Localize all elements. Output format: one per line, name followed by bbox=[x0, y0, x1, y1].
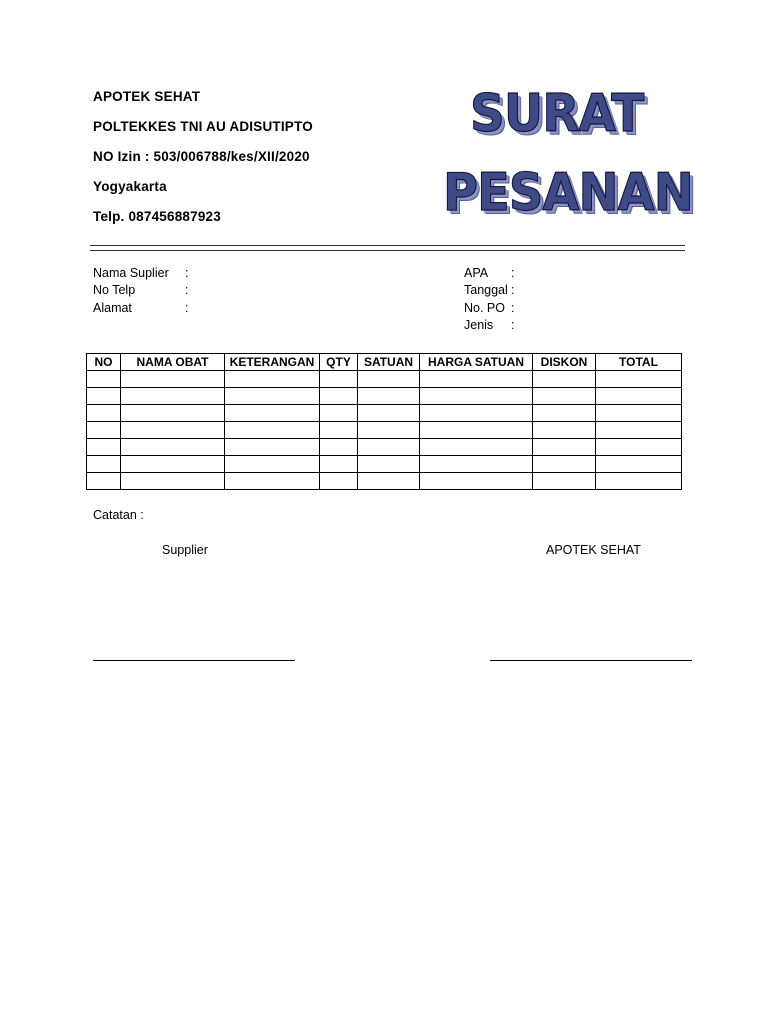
table-cell bbox=[533, 439, 596, 456]
column-header-no: NO bbox=[87, 354, 121, 371]
table-cell bbox=[358, 371, 420, 388]
table-cell bbox=[320, 456, 358, 473]
table-cell bbox=[121, 388, 225, 405]
table-row bbox=[87, 371, 682, 388]
table-cell bbox=[596, 456, 682, 473]
table-row bbox=[87, 439, 682, 456]
supplier-address-label: Alamat bbox=[93, 301, 132, 315]
po-number-label: No. PO bbox=[464, 301, 505, 315]
table-cell bbox=[87, 422, 121, 439]
table-cell bbox=[596, 439, 682, 456]
table-body bbox=[87, 371, 682, 490]
date-colon: : bbox=[511, 283, 515, 297]
document-title-surat: SURAT bbox=[470, 84, 644, 144]
table-cell bbox=[87, 456, 121, 473]
table-cell bbox=[320, 405, 358, 422]
supplier-name-colon: : bbox=[185, 266, 189, 280]
pharmacy-name: APOTEK SEHAT bbox=[93, 89, 201, 104]
column-header-unit: SATUAN bbox=[358, 354, 420, 371]
institution-name: POLTEKKES TNI AU ADISUTIPTO bbox=[93, 119, 313, 134]
table-cell bbox=[225, 371, 320, 388]
column-header-discount: DISKON bbox=[533, 354, 596, 371]
type-colon: : bbox=[511, 318, 515, 332]
table-row bbox=[87, 456, 682, 473]
table-cell bbox=[121, 456, 225, 473]
table-cell bbox=[225, 405, 320, 422]
order-table bbox=[86, 353, 682, 490]
table-cell bbox=[320, 371, 358, 388]
date-label: Tanggal bbox=[464, 283, 508, 297]
table-cell bbox=[420, 456, 533, 473]
table-cell bbox=[320, 473, 358, 490]
po-number-colon: : bbox=[511, 301, 515, 315]
table-cell bbox=[87, 371, 121, 388]
supplier-phone-colon: : bbox=[185, 283, 189, 297]
table-cell bbox=[596, 371, 682, 388]
table-cell bbox=[420, 405, 533, 422]
table-cell bbox=[225, 473, 320, 490]
table-cell bbox=[87, 388, 121, 405]
column-header-total: TOTAL bbox=[596, 354, 682, 371]
city: Yogyakarta bbox=[93, 179, 167, 194]
table-cell bbox=[420, 439, 533, 456]
table-cell bbox=[320, 422, 358, 439]
apa-colon: : bbox=[511, 266, 515, 280]
table-cell bbox=[596, 405, 682, 422]
supplier-signature-line bbox=[93, 660, 295, 661]
header-divider-top bbox=[90, 245, 685, 246]
notes-label: Catatan : bbox=[93, 508, 144, 522]
table-cell bbox=[533, 473, 596, 490]
signer-supplier-label: Supplier bbox=[162, 543, 208, 557]
table-cell bbox=[87, 473, 121, 490]
column-header-qty: QTY bbox=[320, 354, 358, 371]
table-cell bbox=[320, 439, 358, 456]
signer-pharmacy-label: APOTEK SEHAT bbox=[546, 543, 641, 557]
pharmacy-signature-line bbox=[490, 660, 692, 661]
table-cell bbox=[225, 439, 320, 456]
column-header-drug-name: NAMA OBAT bbox=[121, 354, 225, 371]
apa-label: APA bbox=[464, 266, 489, 280]
table-cell bbox=[225, 388, 320, 405]
table-cell bbox=[358, 405, 420, 422]
table-cell bbox=[225, 456, 320, 473]
table-row bbox=[87, 422, 682, 439]
table-cell bbox=[533, 456, 596, 473]
table-row bbox=[87, 405, 682, 422]
table-cell bbox=[121, 439, 225, 456]
table-cell bbox=[596, 388, 682, 405]
table-cell bbox=[225, 422, 320, 439]
table-cell bbox=[533, 405, 596, 422]
table-cell bbox=[420, 422, 533, 439]
table-cell bbox=[533, 371, 596, 388]
table-cell bbox=[121, 473, 225, 490]
table-cell bbox=[358, 456, 420, 473]
table-cell bbox=[533, 388, 596, 405]
column-header-description: KETERANGAN bbox=[225, 354, 320, 371]
table-cell bbox=[420, 473, 533, 490]
license-number: NO Izin : 503/006788/kes/XII/2020 bbox=[93, 149, 310, 164]
supplier-address-colon: : bbox=[185, 301, 189, 315]
supplier-name-label: Nama Suplier bbox=[93, 266, 169, 280]
phone-number: Telp. 087456887923 bbox=[93, 209, 221, 224]
table-row bbox=[87, 388, 682, 405]
table-cell bbox=[420, 388, 533, 405]
table-cell bbox=[121, 422, 225, 439]
table-cell bbox=[121, 371, 225, 388]
header-divider-bottom bbox=[90, 250, 685, 251]
table-cell bbox=[87, 405, 121, 422]
table-cell bbox=[533, 422, 596, 439]
table-cell bbox=[358, 473, 420, 490]
table-cell bbox=[420, 371, 533, 388]
document-title-pesanan: PESANAN bbox=[443, 163, 693, 223]
column-header-unit-price: HARGA SATUAN bbox=[420, 354, 533, 371]
table-row bbox=[87, 473, 682, 490]
table-cell bbox=[358, 388, 420, 405]
table-cell bbox=[87, 439, 121, 456]
table-header-row bbox=[87, 354, 682, 371]
type-label: Jenis bbox=[464, 318, 494, 332]
table-cell bbox=[596, 473, 682, 490]
table-cell bbox=[358, 422, 420, 439]
supplier-phone-label: No Telp bbox=[93, 283, 136, 297]
table-cell bbox=[596, 422, 682, 439]
table-cell bbox=[121, 405, 225, 422]
table-cell bbox=[358, 439, 420, 456]
table-cell bbox=[320, 388, 358, 405]
